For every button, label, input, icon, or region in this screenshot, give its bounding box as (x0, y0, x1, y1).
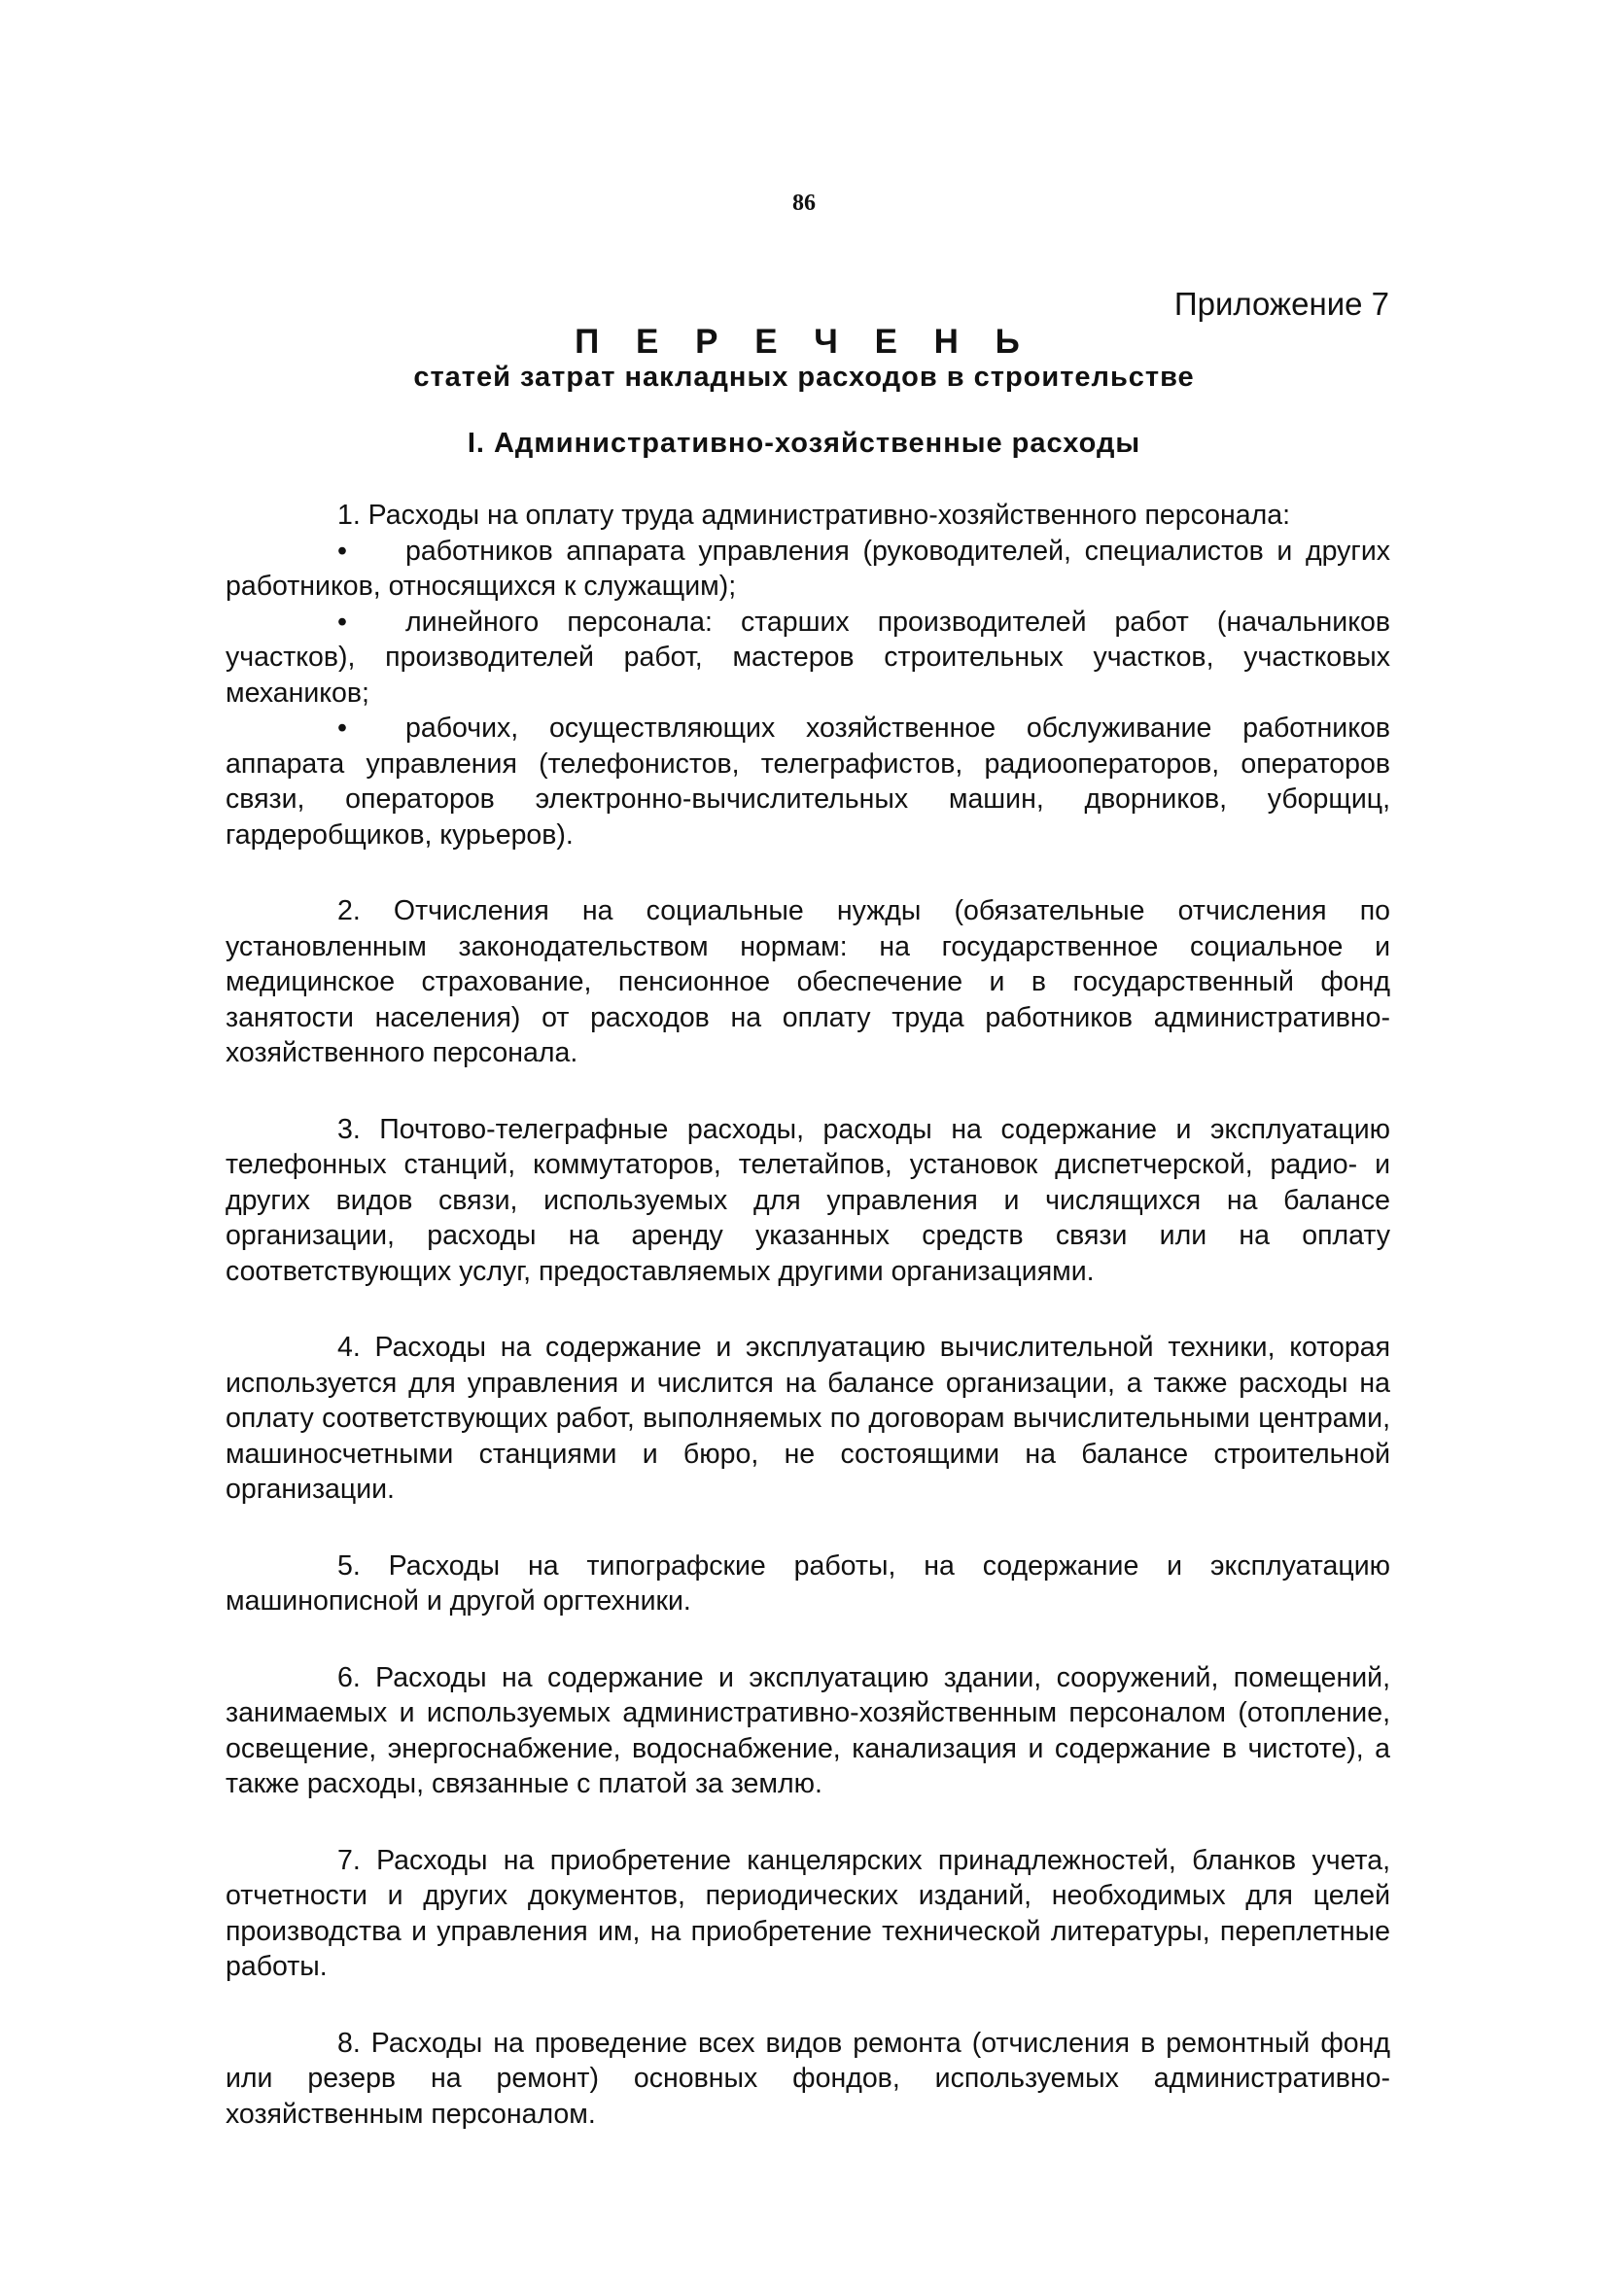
bullet-item (226, 534, 1390, 605)
list-item-text: 3. Почтово-телеграфные расходы, расходы на содержание и эксплуатацию телефонных станций, коммутаторов, телетайпов, установок диспетчерской, радио- и других видов связи, используемых для управления и числящихся на балансе организации, расходы на аренду указанных средств связи или на оплату соответствующих услуг, предоставляемых другими организациями. (226, 1113, 1390, 1287)
list-item-7 (226, 1843, 1390, 1985)
list-item-2 (226, 893, 1390, 1071)
bullet-icon: • (337, 606, 347, 638)
list-item-text: 4. Расходы на содержание и эксплуатацию вычислительной техники, которая используется для управления и числится на балансе организации, а также расходы на оплату соответствующих работ, выполняемых по договорам вычислительными центрами, машиносчетными станциями и бюро, не состоящими на балансе строительной организации. (226, 1332, 1390, 1505)
appendix-label: Приложение 7 (1173, 286, 1389, 322)
list-item-5 (226, 1548, 1390, 1619)
bullet-icon: • (337, 713, 347, 744)
list-item-1 (226, 498, 1390, 852)
bullet-text: работников аппарата управления (руководителей, специалистов и других работников, относящихся к служащим); (226, 535, 1390, 602)
list-item-text: 8. Расходы на проведение всех видов ремонта (отчисления в ремонтный фонд или резерв на ремонт) основных фондов, используемых административно-хозяйственным персоналом. (226, 2027, 1390, 2130)
document-subtitle: статей затрат накладных расходов в строительстве (413, 362, 1195, 393)
bullet-text: рабочих, осуществляющих хозяйственное обслуживание работников аппарата управления (телефонистов, телеграфистов, радиооператоров, операторов связи, операторов электронно-вычислительных машин, дворников, уборщиц, гардеробщиков, курьеров). (226, 713, 1390, 851)
bullet-icon: • (337, 535, 347, 567)
section-heading: I. Административно-хозяйственные расходы (467, 428, 1141, 459)
list-item-3 (226, 1112, 1390, 1290)
bullet-item (226, 605, 1390, 712)
list-item-6 (226, 1660, 1390, 1802)
document-title: П Е Р Е Ч Е Н Ь (575, 323, 1033, 361)
list-item-text: 5. Расходы на типографские работы, на содержание и эксплуатацию машинописной и другой оргтехники. (226, 1549, 1390, 1617)
bullet-item (226, 711, 1390, 852)
list-item-text: 6. Расходы на содержание и эксплуатацию здании, сооружений, помещений, занимаемых и используемых административно-хозяйственным персоналом (отопление, освещение, энергоснабжение, водоснабжение, канализация и содержание в чистоте), а также расходы, связанные с платой за землю. (226, 1661, 1390, 1799)
list-item-text: 2. Отчисления на социальные нужды (обязательные отчисления по установленным законодательством нормам: на государственное социальное и медицинское страхование, пенсионное обеспечение и в государственный фонд занятости населения) от расходов на оплату труда работников административно-хозяйственного персонала. (226, 895, 1390, 1068)
list-item-8 (226, 2026, 1390, 2133)
bullet-text: линейного персонала: старших производителей работ (начальников участков), производителей работ, мастеров строительных участков, участковых механиков; (226, 606, 1390, 709)
document-body (226, 498, 1390, 2173)
list-item-text: 1. Расходы на оплату труда административно-хозяйственного персонала: (337, 500, 1290, 531)
list-item-text: 7. Расходы на приобретение канцелярских принадлежностей, бланков учета, отчетности и других документов, периодических изданий, необходимых для целей производства и управления им, на приобретение технической литературы, переплетные работы. (226, 1844, 1390, 1982)
page-number: 86 (792, 191, 816, 216)
list-item-4 (226, 1330, 1390, 1508)
